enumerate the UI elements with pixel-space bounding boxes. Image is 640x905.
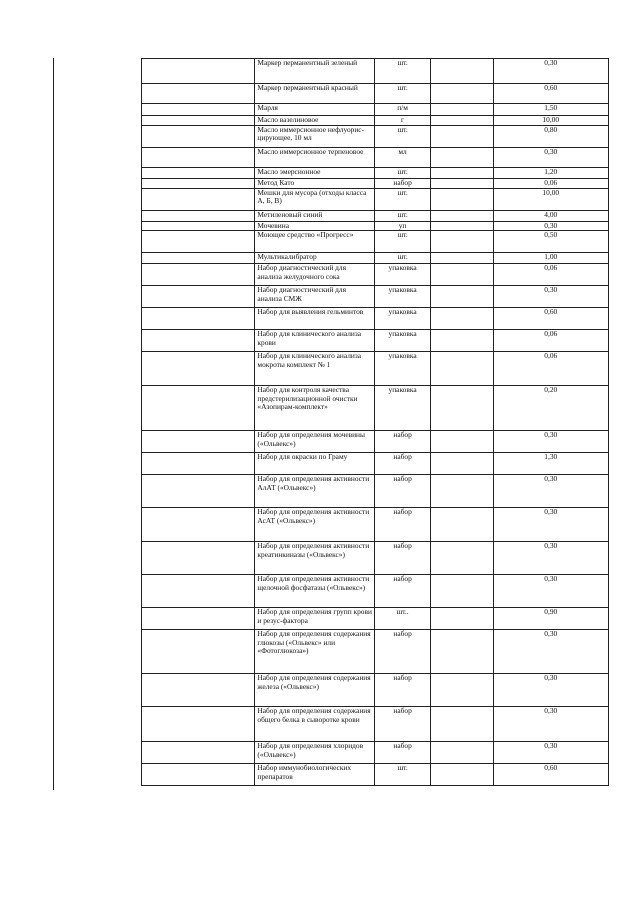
item-name-cell: Набор для выявления гельминтов — [255, 308, 375, 330]
unit-cell: упаковка — [374, 286, 430, 308]
table-row — [142, 59, 609, 84]
item-name-cell: Мешки для мусора (отходы класса А, Б, В) — [255, 188, 375, 210]
blank-cell — [431, 253, 493, 264]
table-row — [142, 352, 609, 386]
unit-cell: набор — [374, 178, 430, 188]
quantity-cell: 0,80 — [493, 125, 609, 147]
blank-cell — [142, 542, 255, 575]
quantity-cell: 0,06 — [493, 352, 609, 386]
table-row — [142, 231, 609, 253]
table-row — [142, 264, 609, 286]
item-name-cell: Набор диагностический для анализа СМЖ — [255, 286, 375, 308]
table-row — [142, 386, 609, 431]
blank-cell — [431, 330, 493, 352]
blank-cell — [431, 508, 493, 542]
quantity-cell: 0,20 — [493, 386, 609, 431]
table-row — [142, 674, 609, 707]
quantity-cell: 1,50 — [493, 104, 609, 116]
item-name-cell: Маркер перманентный красный — [255, 84, 375, 104]
blank-cell — [142, 125, 255, 147]
unit-cell: набор — [374, 453, 430, 475]
blank-cell — [431, 116, 493, 126]
blank-cell — [142, 352, 255, 386]
blank-cell — [142, 386, 255, 431]
blank-cell — [142, 630, 255, 674]
blank-cell — [431, 104, 493, 116]
item-name-cell: Масло эмерсионное — [255, 167, 375, 178]
item-name-cell: Мочевина — [255, 221, 375, 231]
unit-cell: упаковка — [374, 330, 430, 352]
item-name-cell: Масло иммерсионное терпеновое — [255, 147, 375, 167]
item-name-cell: Набор для определения мочевины («Ольвекс») — [255, 431, 375, 453]
item-name-cell: Метод Като — [255, 178, 375, 188]
quantity-cell: 0,30 — [493, 630, 609, 674]
blank-cell — [142, 575, 255, 608]
quantity-cell: 0,50 — [493, 231, 609, 253]
unit-cell: уп — [374, 221, 430, 231]
item-name-cell: Набор для определения активности креатинкиназы («Ольвекс») — [255, 542, 375, 575]
blank-cell — [142, 286, 255, 308]
page-margin-line — [53, 58, 54, 790]
unit-cell: шт.. — [374, 608, 430, 630]
unit-cell: набор — [374, 508, 430, 542]
blank-cell — [142, 330, 255, 352]
blank-cell — [431, 742, 493, 764]
blank-cell — [431, 221, 493, 231]
quantity-cell: 10,00 — [493, 116, 609, 126]
blank-cell — [142, 188, 255, 210]
quantity-cell: 0,30 — [493, 542, 609, 575]
item-name-cell: Набор для определения активности АсАТ («Ольвекс») — [255, 508, 375, 542]
quantity-cell: 1,00 — [493, 253, 609, 264]
blank-cell — [431, 386, 493, 431]
item-name-cell: Моющее средство «Прогресс» — [255, 231, 375, 253]
quantity-cell: 0,60 — [493, 764, 609, 786]
table-row — [142, 210, 609, 221]
item-name-cell: Набор для окраски по Граму — [255, 453, 375, 475]
item-name-cell: Масло вазелиновое — [255, 116, 375, 126]
unit-cell: мл — [374, 147, 430, 167]
item-name-cell: Набор для определения хлоридов («Ольвекс») — [255, 742, 375, 764]
item-name-cell: Набор для определения содержания глюкозы («Ольвекс» или «Фотоглюкоза») — [255, 630, 375, 674]
blank-cell — [431, 308, 493, 330]
item-name-cell: Маркер перманентный зеленый — [255, 59, 375, 84]
blank-cell — [431, 210, 493, 221]
item-name-cell: Марля — [255, 104, 375, 116]
quantity-cell: 0,30 — [493, 221, 609, 231]
quantity-cell: 0,90 — [493, 608, 609, 630]
blank-cell — [431, 764, 493, 786]
unit-cell: набор — [374, 431, 430, 453]
unit-cell: шт. — [374, 764, 430, 786]
quantity-cell: 0,30 — [493, 475, 609, 508]
table-row — [142, 125, 609, 147]
table-row — [142, 575, 609, 608]
quantity-cell: 0,60 — [493, 84, 609, 104]
table-row — [142, 330, 609, 352]
unit-cell: набор — [374, 475, 430, 508]
unit-cell: упаковка — [374, 386, 430, 431]
table-row — [142, 308, 609, 330]
item-name-cell: Набор для контроля качества предстерилизационной очистки «Азопирам-комплект» — [255, 386, 375, 431]
unit-cell: упаковка — [374, 264, 430, 286]
unit-cell: упаковка — [374, 308, 430, 330]
blank-cell — [142, 167, 255, 178]
blank-cell — [142, 508, 255, 542]
quantity-cell: 0,30 — [493, 286, 609, 308]
table-row — [142, 167, 609, 178]
unit-cell: упаковка — [374, 352, 430, 386]
consumables-table — [141, 58, 609, 786]
unit-cell: набор — [374, 674, 430, 707]
blank-cell — [142, 104, 255, 116]
table-row — [142, 188, 609, 210]
blank-cell — [142, 431, 255, 453]
blank-cell — [142, 84, 255, 104]
unit-cell: шт. — [374, 167, 430, 178]
blank-cell — [142, 308, 255, 330]
blank-cell — [431, 188, 493, 210]
table-row — [142, 764, 609, 786]
blank-cell — [142, 264, 255, 286]
unit-cell: г — [374, 116, 430, 126]
blank-cell — [142, 231, 255, 253]
quantity-cell: 0,60 — [493, 308, 609, 330]
blank-cell — [142, 742, 255, 764]
unit-cell: шт. — [374, 125, 430, 147]
blank-cell — [431, 542, 493, 575]
blank-cell — [431, 231, 493, 253]
table-row — [142, 542, 609, 575]
unit-cell: шт. — [374, 210, 430, 221]
blank-cell — [431, 630, 493, 674]
unit-cell: шт. — [374, 253, 430, 264]
unit-cell: набор — [374, 630, 430, 674]
quantity-cell: 1,20 — [493, 167, 609, 178]
item-name-cell: Набор диагностический для анализа желудочного сока — [255, 264, 375, 286]
blank-cell — [142, 608, 255, 630]
blank-cell — [431, 707, 493, 742]
table-row — [142, 104, 609, 116]
table-row — [142, 116, 609, 126]
blank-cell — [431, 674, 493, 707]
table-row — [142, 178, 609, 188]
table-row — [142, 475, 609, 508]
quantity-cell: 0,30 — [493, 742, 609, 764]
blank-cell — [431, 352, 493, 386]
quantity-cell: 0,30 — [493, 431, 609, 453]
quantity-cell: 4,00 — [493, 210, 609, 221]
blank-cell — [431, 167, 493, 178]
unit-cell: п/м — [374, 104, 430, 116]
item-name-cell: Набор иммунобиологических препаратов — [255, 764, 375, 786]
quantity-cell: 0,30 — [493, 674, 609, 707]
quantity-cell: 0,30 — [493, 147, 609, 167]
table-row — [142, 286, 609, 308]
blank-cell — [142, 221, 255, 231]
table-row — [142, 707, 609, 742]
blank-cell — [431, 178, 493, 188]
table-row — [142, 84, 609, 104]
blank-cell — [142, 147, 255, 167]
quantity-cell: 0,30 — [493, 59, 609, 84]
blank-cell — [142, 475, 255, 508]
blank-cell — [431, 59, 493, 84]
quantity-cell: 1,30 — [493, 453, 609, 475]
item-name-cell: Набор для определения содержания железа («Ольвекс») — [255, 674, 375, 707]
blank-cell — [142, 210, 255, 221]
unit-cell: набор — [374, 742, 430, 764]
unit-cell: шт. — [374, 188, 430, 210]
blank-cell — [431, 453, 493, 475]
table-row — [142, 508, 609, 542]
quantity-cell: 0,30 — [493, 575, 609, 608]
unit-cell: набор — [374, 575, 430, 608]
blank-cell — [431, 431, 493, 453]
consumables-table-body — [142, 59, 609, 786]
blank-cell — [431, 608, 493, 630]
unit-cell: набор — [374, 707, 430, 742]
blank-cell — [142, 253, 255, 264]
quantity-cell: 0,06 — [493, 178, 609, 188]
blank-cell — [142, 116, 255, 126]
blank-cell — [431, 264, 493, 286]
table-row — [142, 147, 609, 167]
table-row — [142, 221, 609, 231]
table-row — [142, 630, 609, 674]
table-row — [142, 431, 609, 453]
table-row — [142, 253, 609, 264]
item-name-cell: Мультикалибратор — [255, 253, 375, 264]
quantity-cell: 0,06 — [493, 264, 609, 286]
item-name-cell: Набор для клинического анализа крови — [255, 330, 375, 352]
item-name-cell: Набор для определения содержания общего белка в сыворотке крови — [255, 707, 375, 742]
quantity-cell: 0,06 — [493, 330, 609, 352]
item-name-cell: Набор для клинического анализа мокроты комплект № 1 — [255, 352, 375, 386]
blank-cell — [431, 475, 493, 508]
blank-cell — [142, 674, 255, 707]
blank-cell — [431, 286, 493, 308]
blank-cell — [142, 178, 255, 188]
blank-cell — [142, 764, 255, 786]
table-row — [142, 608, 609, 630]
blank-cell — [142, 707, 255, 742]
table-row — [142, 742, 609, 764]
quantity-cell: 10,00 — [493, 188, 609, 210]
unit-cell: шт. — [374, 231, 430, 253]
quantity-cell: 0,30 — [493, 508, 609, 542]
blank-cell — [142, 59, 255, 84]
item-name-cell: Набор для определения активности АлАТ («Ольвекс») — [255, 475, 375, 508]
item-name-cell: Набор для определения активности щелочной фосфатазы («Ольвекс») — [255, 575, 375, 608]
unit-cell: шт. — [374, 59, 430, 84]
unit-cell: набор — [374, 542, 430, 575]
blank-cell — [431, 575, 493, 608]
blank-cell — [431, 147, 493, 167]
blank-cell — [142, 453, 255, 475]
item-name-cell: Метиленовый синий — [255, 210, 375, 221]
blank-cell — [431, 84, 493, 104]
table-row — [142, 453, 609, 475]
item-name-cell: Набор для определения групп крови и резус-фактора — [255, 608, 375, 630]
item-name-cell: Масло иммерсионное нефлуорис-цирующее, 10 мл — [255, 125, 375, 147]
quantity-cell: 0,30 — [493, 707, 609, 742]
unit-cell: шт. — [374, 84, 430, 104]
blank-cell — [431, 125, 493, 147]
